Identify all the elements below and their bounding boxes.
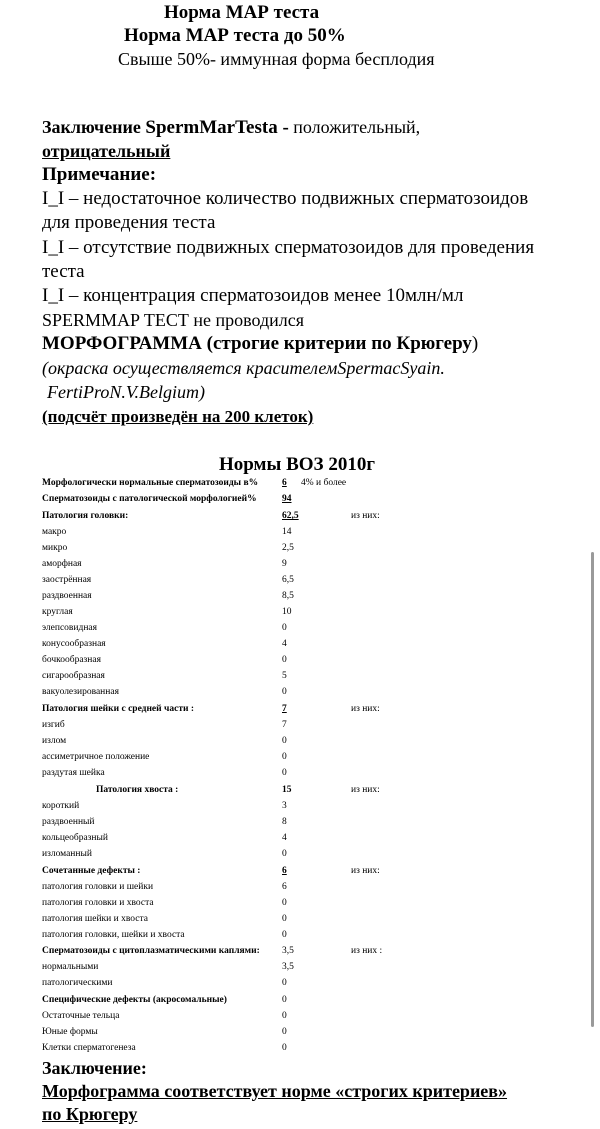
table-row-name: ассиметричное положение bbox=[42, 752, 150, 762]
table-row-name: Юные формы bbox=[42, 1027, 98, 1037]
table-row-name: изломанный bbox=[42, 849, 92, 859]
final-conclusion-label: Заключение: bbox=[42, 1058, 147, 1078]
table-row-name: короткий bbox=[42, 801, 80, 811]
notes-title: Примечание: bbox=[42, 164, 157, 185]
table-row-value: 4 bbox=[282, 833, 287, 843]
table-row-name: патология головки и шейки bbox=[42, 882, 154, 892]
table-row-name: заострённая bbox=[42, 575, 92, 585]
table-row-value: 0 bbox=[282, 687, 287, 697]
table-row-value: 10 bbox=[282, 607, 292, 617]
neck-of-them: из них: bbox=[351, 704, 380, 714]
head-value: 62,5 bbox=[282, 511, 299, 521]
table-row-value: 0 bbox=[282, 898, 287, 908]
table-row-value: 2,5 bbox=[282, 543, 294, 553]
mar-positive: положительный, bbox=[288, 117, 421, 137]
final-conclusion-line1: Морфограмма соответствует норме «строгих критериев» bbox=[42, 1081, 508, 1101]
pathology-value: 94 bbox=[282, 494, 292, 504]
table-row-name: раздвоенный bbox=[42, 817, 95, 827]
table-row-value: 14 bbox=[282, 527, 292, 537]
table-row-name: конусообразная bbox=[42, 639, 106, 649]
table-row-value: 0 bbox=[282, 768, 287, 778]
mar-conclusion bbox=[42, 117, 420, 139]
table-row-value: 0 bbox=[282, 752, 287, 762]
table-row-name: раздвоенная bbox=[42, 591, 92, 601]
table-row-name: микро bbox=[42, 543, 68, 553]
table-row-name: бочкообразная bbox=[42, 655, 101, 665]
table-row-value: 3,5 bbox=[282, 962, 294, 972]
table-row-name: Клетки сперматогенеза bbox=[42, 1043, 136, 1053]
stain-note-2: FertiProN.V.Belgium) bbox=[47, 382, 205, 402]
table-row-value: 3 bbox=[282, 801, 287, 811]
tail-label: Патология хвоста : bbox=[96, 785, 179, 795]
table-row-name: сигарообразная bbox=[42, 671, 105, 681]
table-row-value: 7 bbox=[282, 720, 287, 730]
table-row-name: вакуолезированная bbox=[42, 687, 119, 697]
table-row-name: раздутая шейка bbox=[42, 768, 105, 778]
table-row-value: 9 bbox=[282, 559, 287, 569]
map-norm-title: Норма МАР теста bbox=[164, 2, 320, 23]
note-line-1: I_I – недостаточное количество подвижных сперматозоидов bbox=[42, 188, 529, 209]
table-row-name: изгиб bbox=[42, 720, 65, 730]
map-norm-limit: Норма МАР теста до 50% bbox=[124, 25, 346, 46]
table-row-value: 0 bbox=[282, 1043, 287, 1053]
table-row-name: патология головки, шейки и хвоста bbox=[42, 930, 185, 940]
combined-of-them: из них: bbox=[351, 866, 380, 876]
table-row-value: 4 bbox=[282, 639, 287, 649]
table-row-value: 6,5 bbox=[282, 575, 294, 585]
stain-note-1: (окраска осуществляется красителемSpermacSyain. bbox=[42, 358, 445, 378]
morpho-title-paren: ) bbox=[471, 333, 479, 354]
table-row-name: Остаточные тельца bbox=[42, 1011, 120, 1021]
table-row-value: 0 bbox=[282, 623, 287, 633]
cyto-value: 3,5 bbox=[282, 946, 294, 956]
table-row-value: 0 bbox=[282, 655, 287, 665]
table-row-name: излом bbox=[42, 736, 67, 746]
table-row-name: патология головки и хвоста bbox=[42, 898, 154, 908]
table-row-value: 5 bbox=[282, 671, 287, 681]
cyto-of-them: из них : bbox=[351, 946, 383, 956]
table-row-name: круглая bbox=[42, 607, 73, 617]
table-row-name: нормальными bbox=[42, 962, 99, 972]
table-row-value: 0 bbox=[282, 1011, 287, 1021]
normal-value: 6 bbox=[282, 478, 287, 488]
note-line-4: теста bbox=[42, 261, 85, 282]
table-row-value: 0 bbox=[282, 930, 287, 940]
head-of-them: из них: bbox=[351, 511, 380, 521]
table-row-value: 8,5 bbox=[282, 591, 294, 601]
specific-label: Специфические дефекты (акросомальные) bbox=[42, 995, 227, 1005]
table-row-value: 0 bbox=[282, 849, 287, 859]
who-title: Нормы ВОЗ 2010г bbox=[219, 454, 375, 475]
table-row-name: макро bbox=[42, 527, 67, 537]
tail-value: 15 bbox=[282, 785, 292, 795]
immune-infertility-note: Свыше 50%- иммунная форма бесплодия bbox=[118, 49, 435, 69]
combined-value: 6 bbox=[282, 866, 287, 876]
note-line-6: SPERMMAP ТЕСТ не проводился bbox=[42, 310, 305, 330]
mar-test-name: SpermMarTesta - bbox=[145, 117, 289, 138]
table-row-value: 8 bbox=[282, 817, 287, 827]
neck-label: Патология шейки с средней части : bbox=[42, 704, 195, 714]
table-row-value: 6 bbox=[282, 882, 287, 892]
mar-negative: отрицательный bbox=[42, 141, 171, 161]
table-row-name: элепсовидная bbox=[42, 623, 97, 633]
count-note: (подсчёт произведён на 200 клеток) bbox=[42, 407, 314, 426]
normal-norm: 4% и более bbox=[301, 478, 347, 488]
tail-of-them: из них: bbox=[351, 785, 380, 795]
table-row-name: патологическими bbox=[42, 978, 113, 988]
head-label: Патология головки: bbox=[42, 511, 129, 521]
morpho-title-text: МОРФОГРАММА (строгие критерии по Крюгеру bbox=[42, 333, 472, 354]
note-line-2: для проведения теста bbox=[42, 212, 216, 233]
table-row-value: 0 bbox=[282, 1027, 287, 1037]
vertical-scrollbar[interactable] bbox=[591, 552, 594, 1027]
table-row-name: патология шейки и хвоста bbox=[42, 914, 148, 924]
morpho-title bbox=[42, 333, 478, 355]
table-row-name: кольцеобразный bbox=[42, 833, 108, 843]
note-line-3: I_I – отсутствие подвижных сперматозоидов для проведения bbox=[42, 237, 535, 258]
normal-label: Морфологически нормальные сперматозоиды в% bbox=[42, 478, 259, 488]
note-line-5: I_I – концентрация сперматозоидов менее 10млн/мл bbox=[42, 285, 464, 306]
final-conclusion-line2: по Крюгеру bbox=[42, 1104, 138, 1124]
table-row-value: 0 bbox=[282, 914, 287, 924]
specific-value: 0 bbox=[282, 995, 287, 1005]
table-row-name: аморфная bbox=[42, 559, 82, 569]
mar-conclusion-label: Заключение bbox=[42, 117, 146, 137]
table-row-value: 0 bbox=[282, 978, 287, 988]
pathology-label: Сперматозоиды с патологической морфологией% bbox=[42, 494, 257, 504]
combined-label: Сочетанные дефекты : bbox=[42, 866, 141, 876]
neck-value: 7 bbox=[282, 704, 287, 714]
cyto-label: Сперматозоиды с цитоплазматическими каплями: bbox=[42, 946, 260, 956]
table-row-value: 0 bbox=[282, 736, 287, 746]
